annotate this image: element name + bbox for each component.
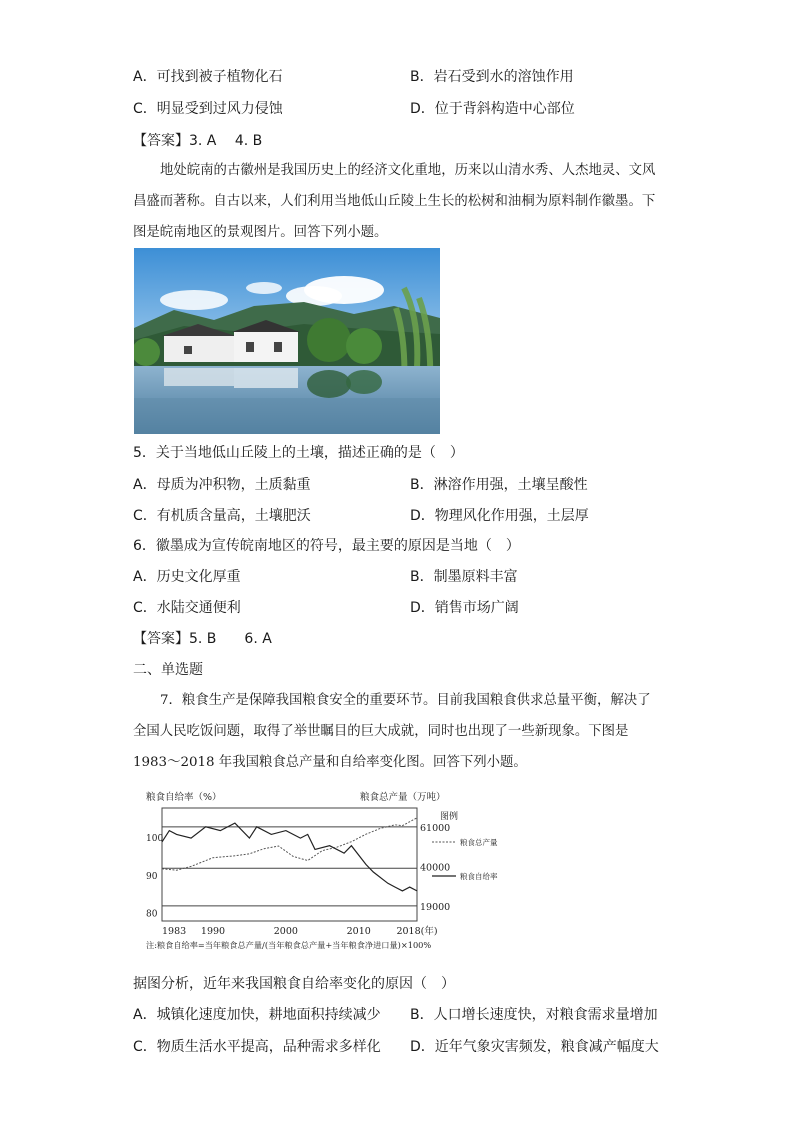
question-7-stem: 据图分析，近年来我国粮食自给率变化的原因（ ） [133, 976, 455, 992]
legend-label-self-sufficiency: 粮食自给率 [460, 872, 498, 881]
passage-7: 7．粮食生产是保障我国粮食安全的重要环节。目前我国粮食供求总量平衡，解决了全国人民吃饭问题，取得了举世瞩目的巨大成就，同时也出现了一些新现象。下图是 1983～2018 年我国粮食总产量和自给率变化图。回答下列小题。 [133, 693, 651, 770]
left-tick-label: 80 [146, 909, 158, 920]
right-axis-label: 粮食总产量（万吨） [360, 792, 446, 803]
option-c: C．明显受到过风力侵蚀 [133, 101, 283, 117]
option-b: B．淋溶作用强，土壤呈酸性 [410, 477, 588, 493]
left-tick-label: 100 [146, 834, 164, 845]
x-tick-label: 1990 [200, 926, 226, 937]
option-b: B．岩石受到水的溶蚀作用 [410, 69, 574, 85]
option-a: A．历史文化厚重 [133, 569, 241, 585]
right-tick-label: 61000 [420, 822, 451, 834]
left-axis-label: 粮食自给率（%） [146, 792, 222, 803]
x-tick-label: 2018(年) [396, 926, 438, 937]
x-tick-label: 2010 [346, 926, 371, 937]
option-a: A．可找到被子植物化石 [133, 69, 283, 85]
option-a: A．城镇化速度加快，耕地面积持续减少 [133, 1007, 381, 1023]
right-tick-label: 19000 [420, 901, 451, 913]
option-c: C．有机质含量高，土壤肥沃 [133, 508, 311, 524]
option-d: D．位于背斜构造中心部位 [410, 101, 575, 117]
x-tick-label: 1983 [162, 926, 187, 937]
series-line-production [162, 818, 417, 870]
chart-frame [162, 808, 417, 921]
question-5-stem: 5．关于当地低山丘陵上的土壤，描述正确的是（ ） [133, 445, 464, 461]
grain-chart [142, 786, 502, 956]
legend-title: 图例 [440, 812, 459, 822]
option-c: C．物质生活水平提高，品种需求多样化 [133, 1039, 381, 1055]
legend-label-production: 粮食总产量 [460, 838, 498, 847]
chart-note: 注:粮食自给率=当年粮食总产量/(当年粮食总产量+当年粮食净进口量)×100% [146, 940, 432, 950]
option-b: B．制墨原料丰富 [410, 569, 518, 585]
answer-3-4: 【答案】3. A 4. B [133, 133, 263, 149]
answer-5-6: 【答案】5. B 6. A [133, 631, 272, 647]
question-6-stem: 6．徽墨成为宣传皖南地区的符号，最主要的原因是当地（ ） [133, 538, 520, 554]
option-d: D．近年气象灾害频发，粮食减产幅度大 [410, 1039, 659, 1055]
x-tick-label: 2000 [273, 926, 298, 937]
left-tick-label: 90 [146, 871, 158, 882]
section-title: 二、单选题 [133, 662, 203, 678]
option-d: D．物理风化作用强，土层厚 [410, 508, 589, 524]
chart-grid [162, 827, 417, 906]
landscape-photo [134, 248, 440, 434]
option-d: D．销售市场广阔 [410, 600, 519, 616]
option-c: C．水陆交通便利 [133, 600, 241, 616]
passage-5-6: 地处皖南的古徽州是我国历史上的经济文化重地，历来以山清水秀、人杰地灵、文风昌盛而著称。自古以来，人们利用当地低山丘陵上生长的松树和油桐为原料制作徽墨。下图是皖南地区的景观图片。回答下列小题。 [133, 163, 656, 240]
option-b: B．人口增长速度快，对粮食需求量增加 [410, 1007, 658, 1023]
series-line-self-sufficiency [162, 823, 417, 891]
option-a: A．母质为冲积物，土质黏重 [133, 477, 311, 493]
right-tick-label: 40000 [420, 862, 451, 874]
